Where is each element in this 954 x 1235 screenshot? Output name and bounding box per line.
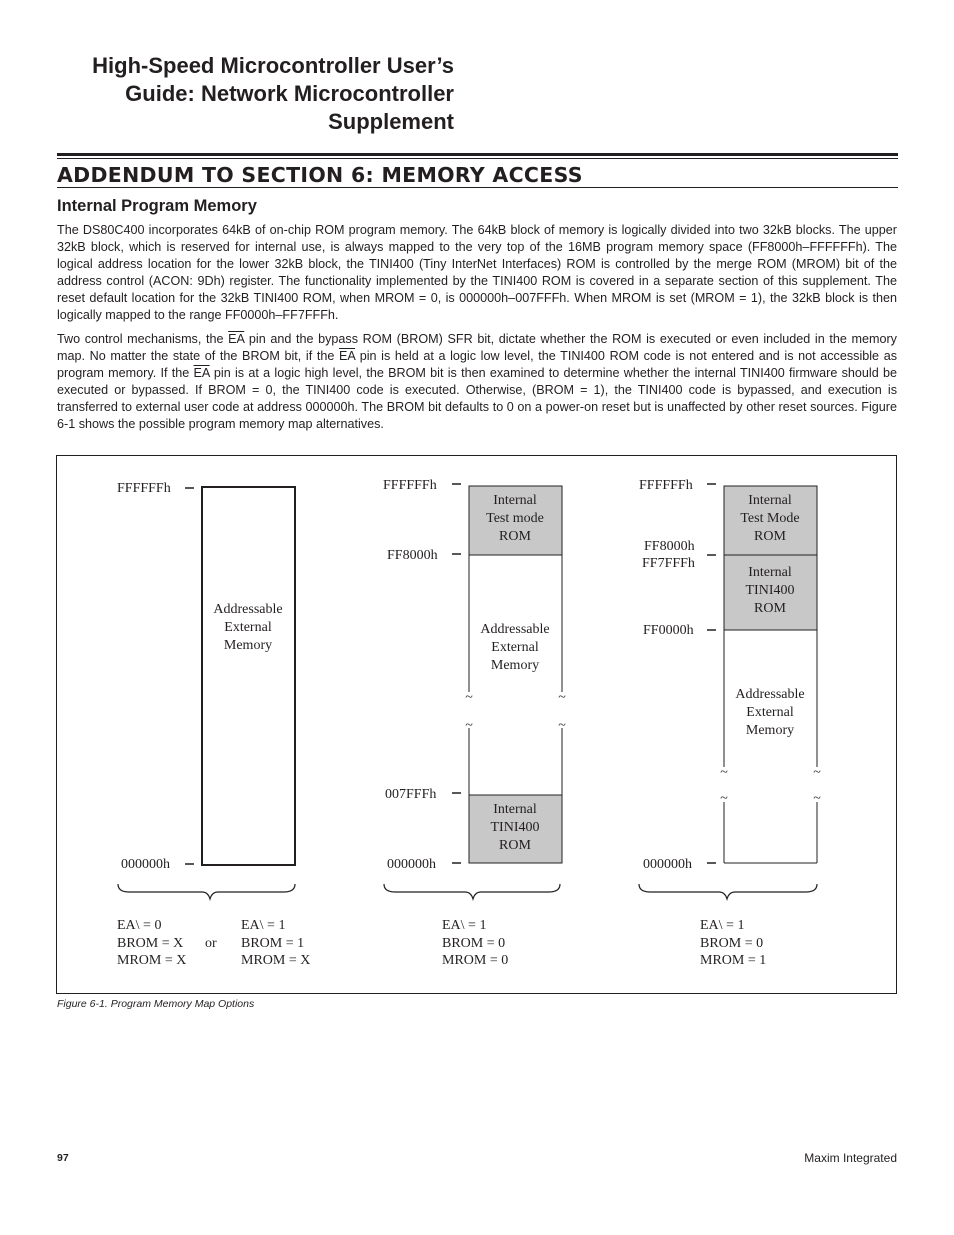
map3-address-label: FF0000h — [643, 623, 694, 638]
map1-brace — [118, 884, 295, 899]
memory-map-1 — [118, 487, 295, 899]
map2-address-label: FF8000h — [387, 548, 438, 563]
map1-condition-b: EA\ = 1 — [241, 918, 286, 933]
map2-external-line: Memory — [490, 658, 540, 673]
map1-condition-a: MROM = X — [117, 953, 187, 968]
title-line-2: Guide: Network Microcontroller — [125, 81, 454, 106]
title-line-3: Supplement — [328, 109, 454, 134]
p2-text-3: pin is held at a logic low level, the TINI400 ROM code is not entered and is not accessible as program memory. If the — [57, 349, 897, 380]
map3-external-line: Addressable — [735, 687, 805, 702]
header-rule-thick — [57, 153, 898, 156]
map2-tini400-line: ROM — [499, 838, 531, 853]
map3-test-rom-line: Internal — [748, 493, 792, 508]
map1-condition-a: BROM = X — [117, 936, 184, 951]
map2-address-label: 000000h — [387, 857, 436, 872]
map2-tini400-line: TINI400 — [490, 820, 540, 835]
page-number: 97 — [57, 1152, 69, 1164]
map2-condition: EA\ = 1 — [442, 918, 487, 933]
map3-address-label: 000000h — [643, 857, 692, 872]
ea-signal: $\overline{EA}$ — [338, 349, 356, 363]
map1-condition-a: EA\ = 0 — [117, 918, 162, 933]
map2-break-mark: ~ — [465, 690, 473, 705]
subheading: Internal Program Memory — [57, 197, 257, 215]
map2-address-label: 007FFFh — [385, 787, 437, 802]
map2-break-mark: ~ — [558, 718, 566, 733]
map3-test-rom-line: Test Mode — [740, 511, 800, 526]
map3-address-label: FFFFFFh — [639, 478, 693, 493]
header-rule-thin — [57, 158, 898, 159]
map2-external-line: External — [491, 640, 539, 655]
map2-test-rom-line: Test mode — [486, 511, 544, 526]
p2-text-4: pin is at a logic high level, the BROM bit is then examined to determine whether the internal TINI400 firmware should be executed or bypassed. If BROM = 0, the TINI400 code is executed. Otherwise, (BROM = 1), the TINI400 code is bypassed, and execution is transferred to external user code at address 000000h. The BROM bit defaults to 0 on a power-on reset but is unaffected by other reset sources. Figure 6-1 shows the possible program memory map alternatives. — [57, 366, 897, 431]
ea-signal: $\overline{EA}$ — [228, 332, 245, 346]
title-line-1: High-Speed Microcontroller User’s — [92, 53, 454, 78]
map3-break-mark: ~ — [720, 765, 728, 780]
map3-condition: MROM = 1 — [700, 953, 767, 968]
map2-condition: MROM = 0 — [442, 953, 509, 968]
map2-test-rom-line: ROM — [499, 529, 531, 544]
publisher-name: Maxim Integrated — [804, 1151, 897, 1165]
map3-address-label: FF7FFFh — [642, 556, 695, 571]
program-memory-map-figure — [56, 455, 897, 994]
map2-tini400-line: Internal — [493, 802, 537, 817]
figure-caption: Figure 6-1. Program Memory Map Options — [57, 998, 255, 1010]
map2-address-label: FFFFFFh — [383, 478, 437, 493]
paragraph-1: The DS80C400 incorporates 64kB of on-chip ROM program memory. The 64kB block of memory is logically divided into two 32kB blocks. The upper 32kB block, which is reserved for internal use, is always mapped to the very top of the 16MB program memory space (FF8000h–FFFFFFh). The logical address location for the lower 32kB block, the TINI400 (Tiny InterNet Interfaces) ROM is controlled by the merge ROM (MROM) bit of the address control (ACON: 9Dh) register. The functionality implemented by the TINI400 ROM is covered in a separate section of this supplement. The reset default location for the 32kB TINI400 ROM, when MROM = 0, is 000000h–007FFFh. When MROM is set (MROM = 1), the 32kB block is then logically mapped to the range FF0000h–FF7FFFh. — [57, 223, 897, 322]
map1-top-address: FFFFFFh — [117, 481, 171, 496]
map3-external-line: External — [746, 705, 794, 720]
map3-external-line: Memory — [745, 723, 795, 738]
map3-break-mark: ~ — [720, 791, 728, 806]
map1-condition-b: MROM = X — [241, 953, 311, 968]
memory-map-2 — [384, 484, 562, 899]
map1-region-line: External — [224, 620, 272, 635]
map3-test-rom-line: ROM — [754, 529, 786, 544]
map1-or-label: or — [205, 936, 217, 951]
map3-tini400-line: TINI400 — [745, 583, 795, 598]
map3-break-mark: ~ — [813, 791, 821, 806]
map3-address-label: FF8000h — [644, 539, 695, 554]
paragraph-2 — [57, 331, 897, 433]
map1-region-line: Memory — [223, 638, 273, 653]
map1-condition-b: BROM = 1 — [241, 936, 305, 951]
map3-break-mark: ~ — [813, 765, 821, 780]
map2-break-mark: ~ — [558, 690, 566, 705]
map3-tini400-line: ROM — [754, 601, 786, 616]
document-title — [34, 52, 454, 136]
map2-break-mark: ~ — [465, 718, 473, 733]
map1-bottom-address: 000000h — [121, 857, 170, 872]
map1-region-line: Addressable — [213, 602, 283, 617]
section-heading: ADDENDUM TO SECTION 6: MEMORY ACCESS — [57, 163, 583, 187]
p2-text-1: Two control mechanisms, the — [57, 332, 229, 346]
map2-condition: BROM = 0 — [442, 936, 506, 951]
map3-condition: EA\ = 1 — [700, 918, 745, 933]
map3-tini400-line: Internal — [748, 565, 792, 580]
map3-condition: BROM = 0 — [700, 936, 764, 951]
section-rule — [57, 187, 898, 188]
p2-text-2: pin and the bypass ROM (BROM) SFR bit, dictate whether the ROM is executed or even included in the memory map. No matter the state of the BROM bit, if the — [57, 332, 897, 363]
map2-brace — [384, 884, 560, 899]
map3-brace — [639, 884, 817, 899]
map1-block — [202, 487, 295, 865]
ea-signal: $\overline{EA}$ — [193, 366, 210, 380]
map2-external-line: Addressable — [480, 622, 550, 637]
map2-test-rom-line: Internal — [493, 493, 537, 508]
memory-map-diagram — [57, 456, 898, 995]
